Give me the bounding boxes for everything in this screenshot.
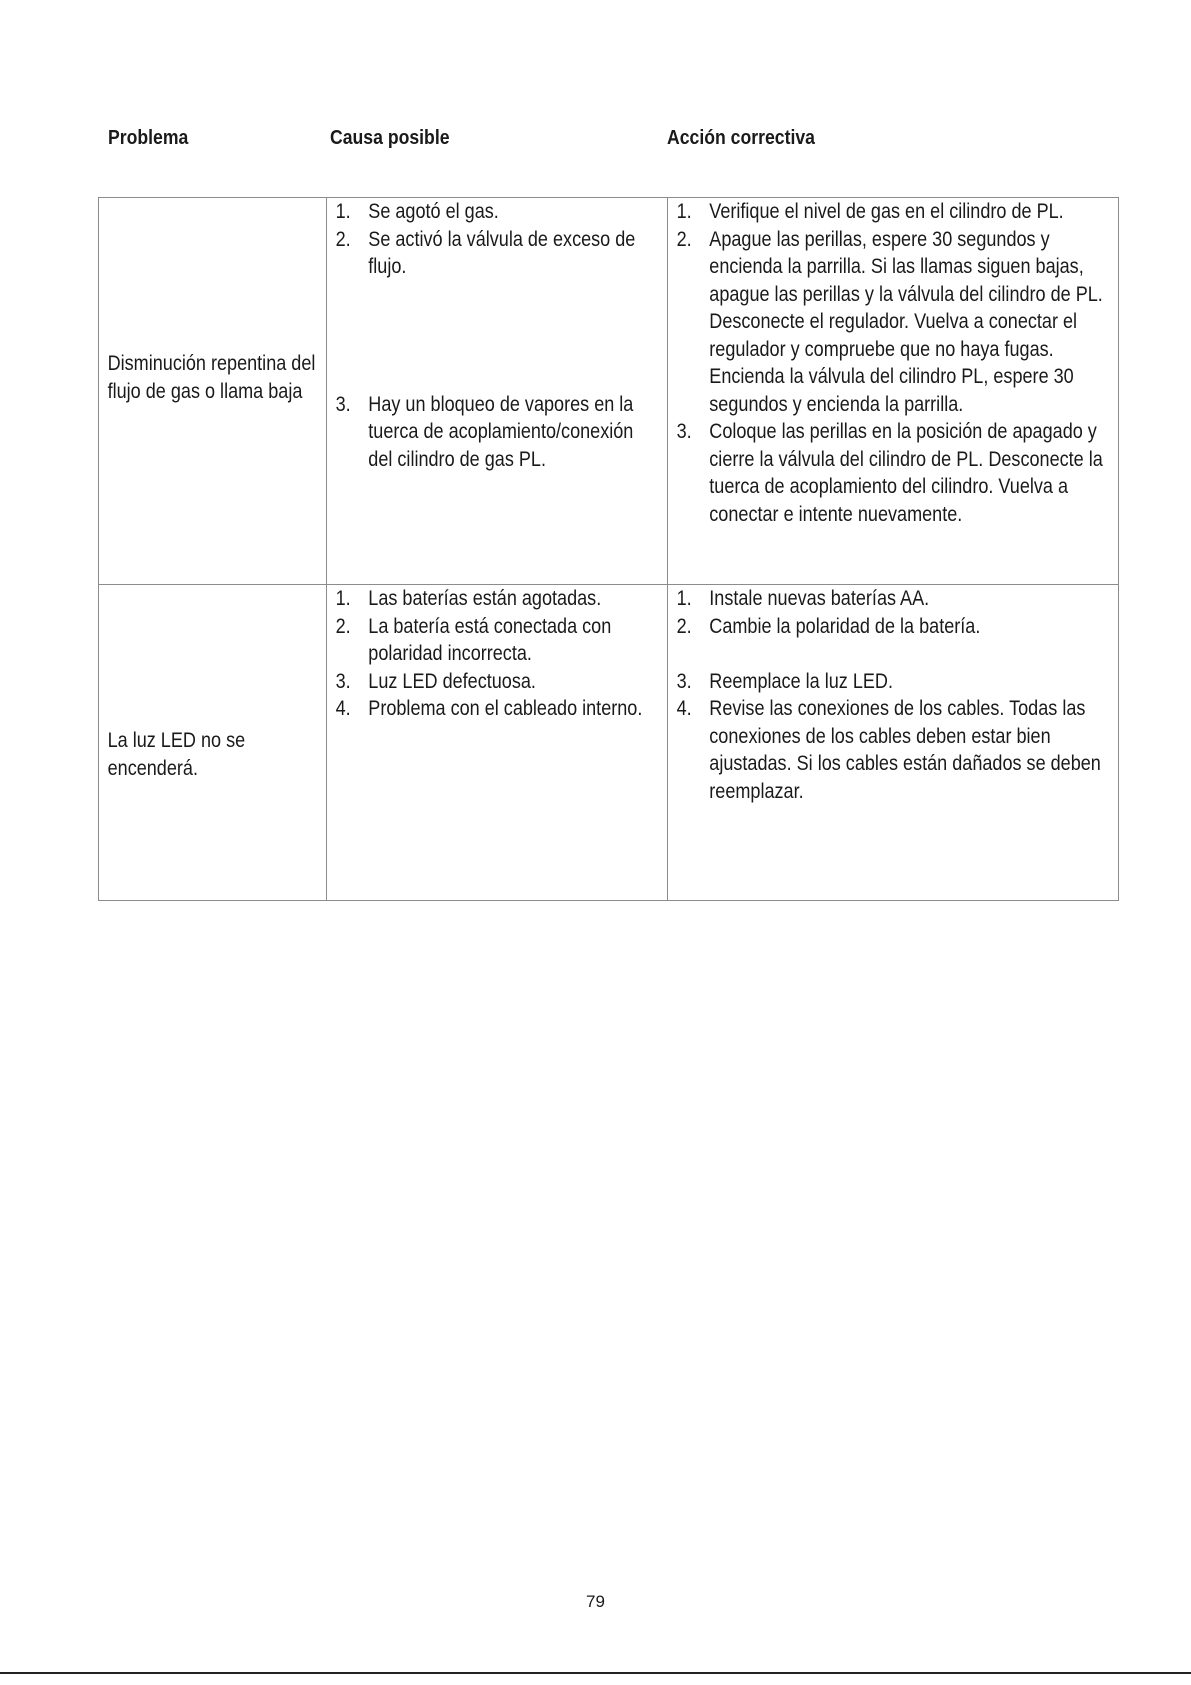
- item-number: 1.: [335, 587, 351, 610]
- action-item: [677, 198, 1122, 226]
- item-number: 1.: [676, 200, 692, 223]
- cause-item: [336, 226, 652, 281]
- item-text: Hay un bloqueo de vapores en la tuerca de acoplamiento/conexión del cilindro de gas PL.: [368, 392, 634, 471]
- item-text: Instale nuevas baterías AA.: [709, 587, 930, 610]
- item-number: 1.: [335, 200, 351, 223]
- problem-cell: [99, 585, 327, 901]
- action-item: [677, 668, 1122, 696]
- item-text: Verifique el nivel de gas en el cilindro de PL.: [709, 200, 1064, 223]
- item-number: 4.: [676, 697, 692, 720]
- header-problem: Problema: [108, 126, 189, 149]
- action-item: [677, 613, 1122, 641]
- action-item: [677, 226, 1122, 419]
- cause-item: [336, 391, 652, 474]
- item-text: La batería está conectada con polaridad incorrecta.: [368, 614, 612, 665]
- troubleshooting-table: [98, 197, 1119, 901]
- table-headers: [0, 126, 1191, 156]
- item-text: Las baterías están agotadas.: [368, 587, 602, 610]
- item-number: 2.: [335, 227, 351, 251]
- item-number: 3.: [676, 669, 692, 693]
- cause-item: [336, 668, 652, 696]
- header-action: Acción correctiva: [667, 126, 815, 149]
- problem-text: La luz LED no se encenderá.: [107, 729, 246, 780]
- item-number: 4.: [335, 697, 351, 720]
- item-text: Se agotó el gas.: [368, 200, 499, 223]
- item-text: Se activó la válvula de exceso de flujo.: [368, 227, 636, 278]
- table-row: [99, 585, 1119, 901]
- item-text: Cambie la polaridad de la batería.: [709, 614, 981, 638]
- action-cell: [668, 198, 1119, 585]
- item-number: 3.: [676, 420, 692, 443]
- page-number: 79: [586, 1592, 605, 1611]
- header-cause: Causa posible: [330, 126, 450, 149]
- item-number: 3.: [335, 669, 351, 693]
- action-item: [677, 418, 1122, 528]
- item-text: Apague las perillas, espere 30 segundos y encienda la parrilla. Si las llamas siguen bajas, apague las perillas y la válvula del cilindro de PL. Desconecte el regulador. Vuelva a conectar el regulador y compruebe que no haya fugas. Encienda la válvula del cilindro PL, espere 30 segundos y encienda la parrilla.: [709, 227, 1103, 416]
- item-text: Luz LED defectuosa.: [368, 669, 536, 693]
- item-number: 1.: [676, 587, 692, 610]
- item-text: Revise las conexiones de los cables. Todas las conexiones de los cables deben estar bien ajustadas. Si los cables están dañados se deben reemplazar.: [709, 697, 1101, 803]
- item-text: Coloque las perillas en la posición de apagado y cierre la válvula del cilindro de PL. Desconecte la tuerca de acoplamiento del cilindro. Vuelva a conectar e intente nuevamente.: [709, 420, 1103, 526]
- problem-text: Disminución repentina del flujo de gas o llama baja: [107, 352, 316, 403]
- item-number: 3.: [335, 392, 351, 416]
- table-row: [99, 198, 1119, 585]
- bottom-rule: [0, 1672, 1191, 1674]
- item-number: 2.: [335, 614, 351, 638]
- cause-item: [336, 585, 652, 613]
- item-number: 2.: [676, 227, 692, 251]
- cause-cell: [327, 198, 668, 585]
- cause-cell: [327, 585, 668, 901]
- action-item: [677, 695, 1122, 805]
- action-cell: [668, 585, 1119, 901]
- problem-cell: [99, 198, 327, 585]
- item-number: 2.: [676, 614, 692, 638]
- item-text: Problema con el cableado interno.: [368, 697, 643, 720]
- cause-item: [336, 198, 652, 226]
- cause-item: [336, 695, 652, 723]
- action-item: [677, 585, 1122, 613]
- item-text: Reemplace la luz LED.: [709, 669, 893, 693]
- cause-item: [336, 613, 652, 668]
